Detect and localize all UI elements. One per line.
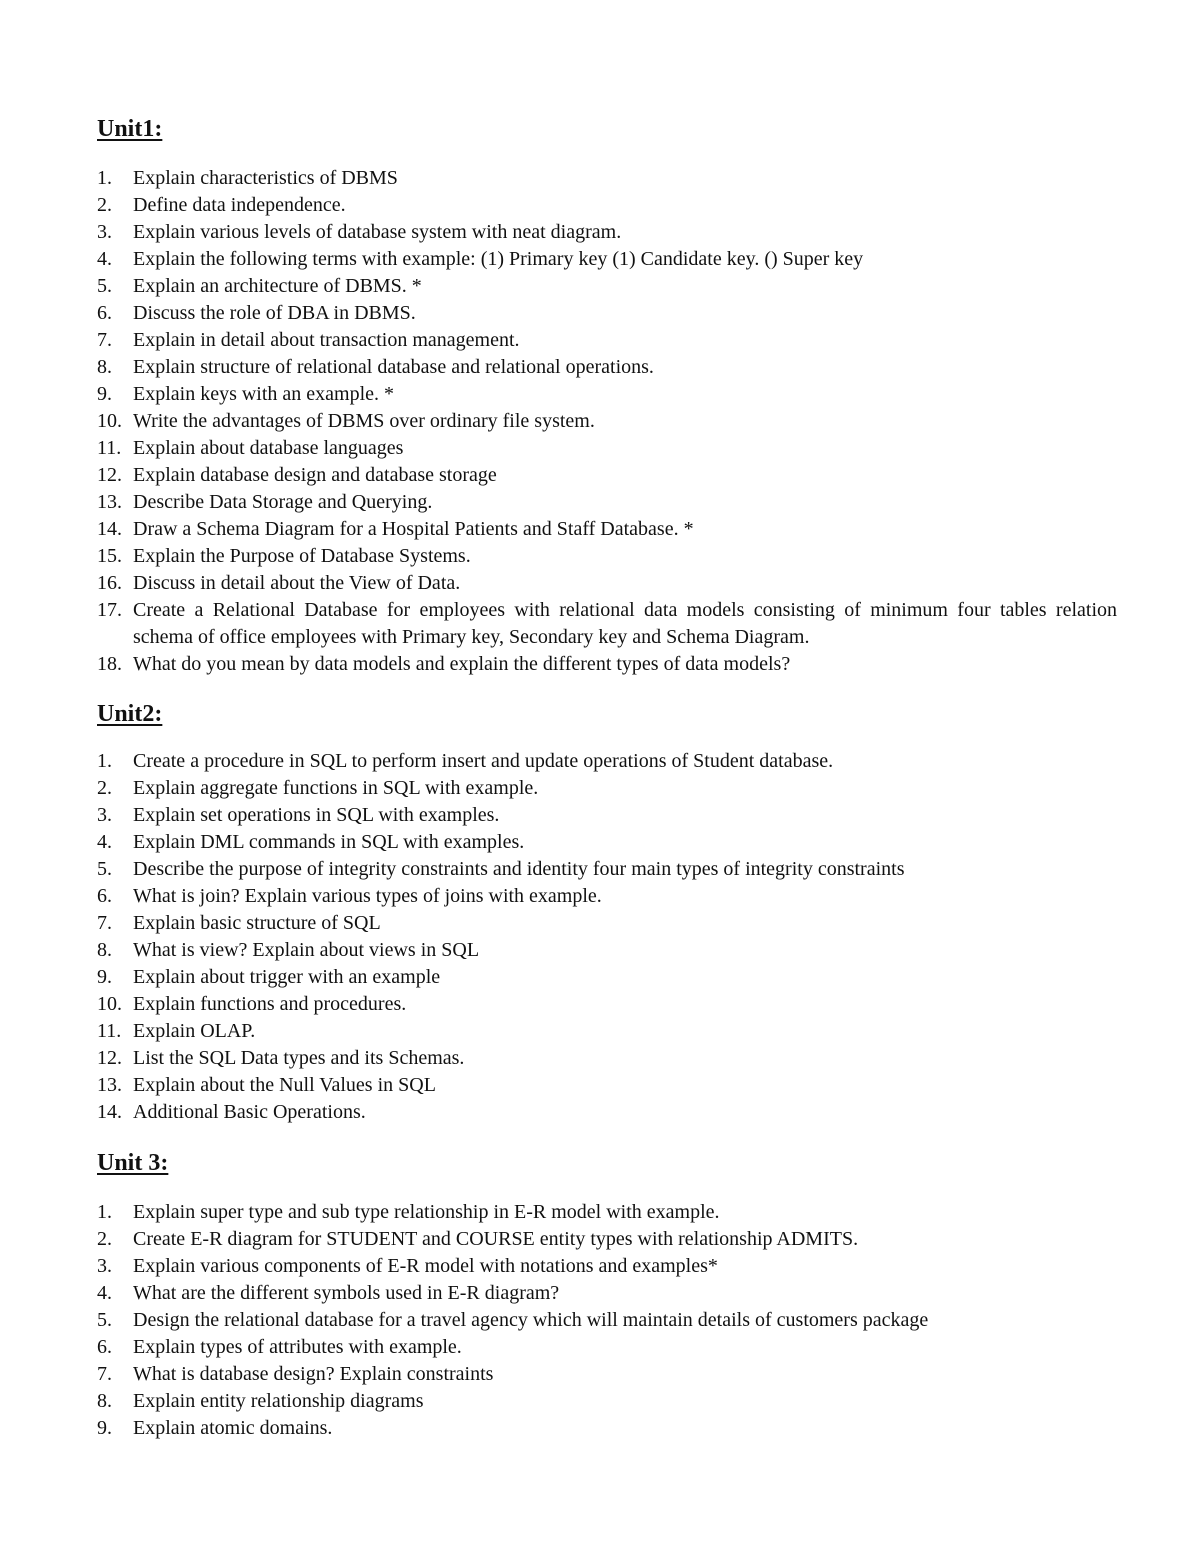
item-number: 1.: [97, 167, 112, 189]
list-item: [97, 273, 1117, 300]
list-item: [97, 1099, 1117, 1126]
unit-heading: Unit2:: [97, 701, 163, 727]
item-number: 7.: [97, 329, 112, 351]
item-text: Explain database design and database storage: [133, 464, 497, 486]
item-text: Explain keys with an example. *: [133, 383, 395, 405]
list-item: [97, 381, 1117, 408]
list-item: [97, 543, 1117, 570]
list-item: [97, 1226, 1117, 1253]
item-text: Explain characteristics of DBMS: [133, 167, 398, 189]
list-item: [97, 1415, 1117, 1442]
item-text: Explain the Purpose of Database Systems.: [133, 545, 471, 567]
item-text: Explain atomic domains.: [133, 1417, 333, 1439]
list-item: [97, 1361, 1117, 1388]
list-item: [97, 802, 1117, 829]
item-number: 11.: [97, 437, 122, 459]
list-item: [97, 192, 1117, 219]
item-text: Describe Data Storage and Querying.: [133, 491, 433, 513]
question-list: [97, 1199, 1117, 1442]
list-item: [97, 1253, 1117, 1280]
list-item: [97, 1280, 1117, 1307]
list-item: [97, 748, 1117, 775]
list-item: [97, 435, 1117, 462]
list-item: [97, 597, 1117, 651]
item-number: 3.: [97, 221, 112, 243]
list-item: [97, 462, 1117, 489]
list-item: [97, 300, 1117, 327]
item-text: Explain various levels of database system with neat diagram.: [133, 221, 622, 243]
item-text: Explain types of attributes with example.: [133, 1336, 462, 1358]
item-number: 7.: [97, 912, 112, 934]
item-number: 10.: [97, 993, 122, 1015]
item-number: 1.: [97, 1201, 112, 1223]
item-text: What are the different symbols used in E-R diagram?: [133, 1282, 560, 1304]
item-number: 4.: [97, 831, 112, 853]
item-text: Explain an architecture of DBMS. *: [133, 275, 422, 297]
list-item: [97, 327, 1117, 354]
item-text: Explain functions and procedures.: [133, 993, 407, 1015]
item-number: 7.: [97, 1363, 112, 1385]
item-text: Create a procedure in SQL to perform insert and update operations of Student database.: [133, 750, 834, 772]
item-text: Explain super type and sub type relationship in E-R model with example.: [133, 1201, 720, 1223]
list-item: [97, 1334, 1117, 1361]
item-number: 5.: [97, 1309, 112, 1331]
item-text: Additional Basic Operations.: [133, 1101, 366, 1123]
list-item: [97, 964, 1117, 991]
list-item: [97, 408, 1117, 435]
item-text: What is view? Explain about views in SQL: [133, 939, 480, 961]
item-number: 2.: [97, 1228, 112, 1250]
item-number: 9.: [97, 383, 112, 405]
item-number: 14.: [97, 518, 122, 540]
item-text: Discuss in detail about the View of Data.: [133, 572, 461, 594]
item-number: 11.: [97, 1020, 122, 1042]
item-text: What is database design? Explain constraints: [133, 1363, 494, 1385]
list-item: [97, 570, 1117, 597]
item-text: Explain about database languages: [133, 437, 404, 459]
item-number: 4.: [97, 248, 112, 270]
item-number: 2.: [97, 194, 112, 216]
item-text: Explain various components of E-R model with notations and examples*: [133, 1255, 718, 1277]
list-item: [97, 910, 1117, 937]
item-number: 12.: [97, 1047, 122, 1069]
item-number: 10.: [97, 410, 122, 432]
item-text: Explain set operations in SQL with examples.: [133, 804, 500, 826]
item-text: Create a Relational Database for employees with relational data models consisting of minimum four tables relation schema of office employees with Primary key, Secondary key and Schema Diagram.: [133, 599, 1117, 648]
list-item: [97, 489, 1117, 516]
question-list: [97, 165, 1117, 678]
item-text: List the SQL Data types and its Schemas.: [133, 1047, 465, 1069]
item-number: 2.: [97, 777, 112, 799]
item-text: Explain about trigger with an example: [133, 966, 441, 988]
unit-heading: Unit 3:: [97, 1150, 169, 1176]
list-item: [97, 651, 1117, 678]
item-text: Explain in detail about transaction management.: [133, 329, 520, 351]
item-text: Explain basic structure of SQL: [133, 912, 381, 934]
item-number: 12.: [97, 464, 122, 486]
item-number: 13.: [97, 1074, 122, 1096]
list-item: [97, 856, 1117, 883]
item-text: Explain DML commands in SQL with examples.: [133, 831, 525, 853]
item-text: Explain the following terms with example: (1) Primary key (1) Candidate key. () Super key: [133, 248, 864, 270]
item-text: Explain OLAP.: [133, 1020, 256, 1042]
list-item: [97, 991, 1117, 1018]
item-number: 15.: [97, 545, 122, 567]
item-number: 9.: [97, 1417, 112, 1439]
item-number: 4.: [97, 1282, 112, 1304]
list-item: [97, 1388, 1117, 1415]
item-number: 6.: [97, 885, 112, 907]
item-number: 6.: [97, 1336, 112, 1358]
item-number: 14.: [97, 1101, 122, 1123]
item-number: 18.: [97, 653, 122, 675]
list-item: [97, 1199, 1117, 1226]
item-number: 17.: [97, 599, 122, 621]
item-number: 8.: [97, 939, 112, 961]
item-text: Discuss the role of DBA in DBMS.: [133, 302, 416, 324]
list-item: [97, 1045, 1117, 1072]
list-item: [97, 516, 1117, 543]
item-number: 8.: [97, 356, 112, 378]
list-item: [97, 354, 1117, 381]
item-number: 13.: [97, 491, 122, 513]
item-number: 3.: [97, 1255, 112, 1277]
item-number: 3.: [97, 804, 112, 826]
item-text: Define data independence.: [133, 194, 346, 216]
list-item: [97, 219, 1117, 246]
item-number: 5.: [97, 858, 112, 880]
item-text: Write the advantages of DBMS over ordinary file system.: [133, 410, 595, 432]
item-text: Explain about the Null Values in SQL: [133, 1074, 436, 1096]
item-text: Draw a Schema Diagram for a Hospital Patients and Staff Database. *: [133, 518, 694, 540]
list-item: [97, 883, 1117, 910]
list-item: [97, 829, 1117, 856]
item-number: 5.: [97, 275, 112, 297]
item-number: 6.: [97, 302, 112, 324]
item-text: What is join? Explain various types of joins with example.: [133, 885, 602, 907]
list-item: [97, 165, 1117, 192]
list-item: [97, 246, 1117, 273]
list-item: [97, 1018, 1117, 1045]
list-item: [97, 937, 1117, 964]
item-text: Explain entity relationship diagrams: [133, 1390, 424, 1412]
item-text: Explain structure of relational database and relational operations.: [133, 356, 654, 378]
item-text: Design the relational database for a travel agency which will maintain details of customers package: [133, 1309, 929, 1331]
unit-heading: Unit1:: [97, 116, 163, 142]
item-text: What do you mean by data models and explain the different types of data models?: [133, 653, 791, 675]
list-item: [97, 775, 1117, 802]
list-item: [97, 1307, 1117, 1334]
item-number: 16.: [97, 572, 122, 594]
item-text: Create E-R diagram for STUDENT and COURSE entity types with relationship ADMITS.: [133, 1228, 859, 1250]
question-list: [97, 748, 1117, 1126]
item-number: 1.: [97, 750, 112, 772]
list-item: [97, 1072, 1117, 1099]
item-number: 9.: [97, 966, 112, 988]
item-text: Describe the purpose of integrity constraints and identity four main types of integrity constraints: [133, 858, 905, 880]
item-number: 8.: [97, 1390, 112, 1412]
item-text: Explain aggregate functions in SQL with example.: [133, 777, 539, 799]
